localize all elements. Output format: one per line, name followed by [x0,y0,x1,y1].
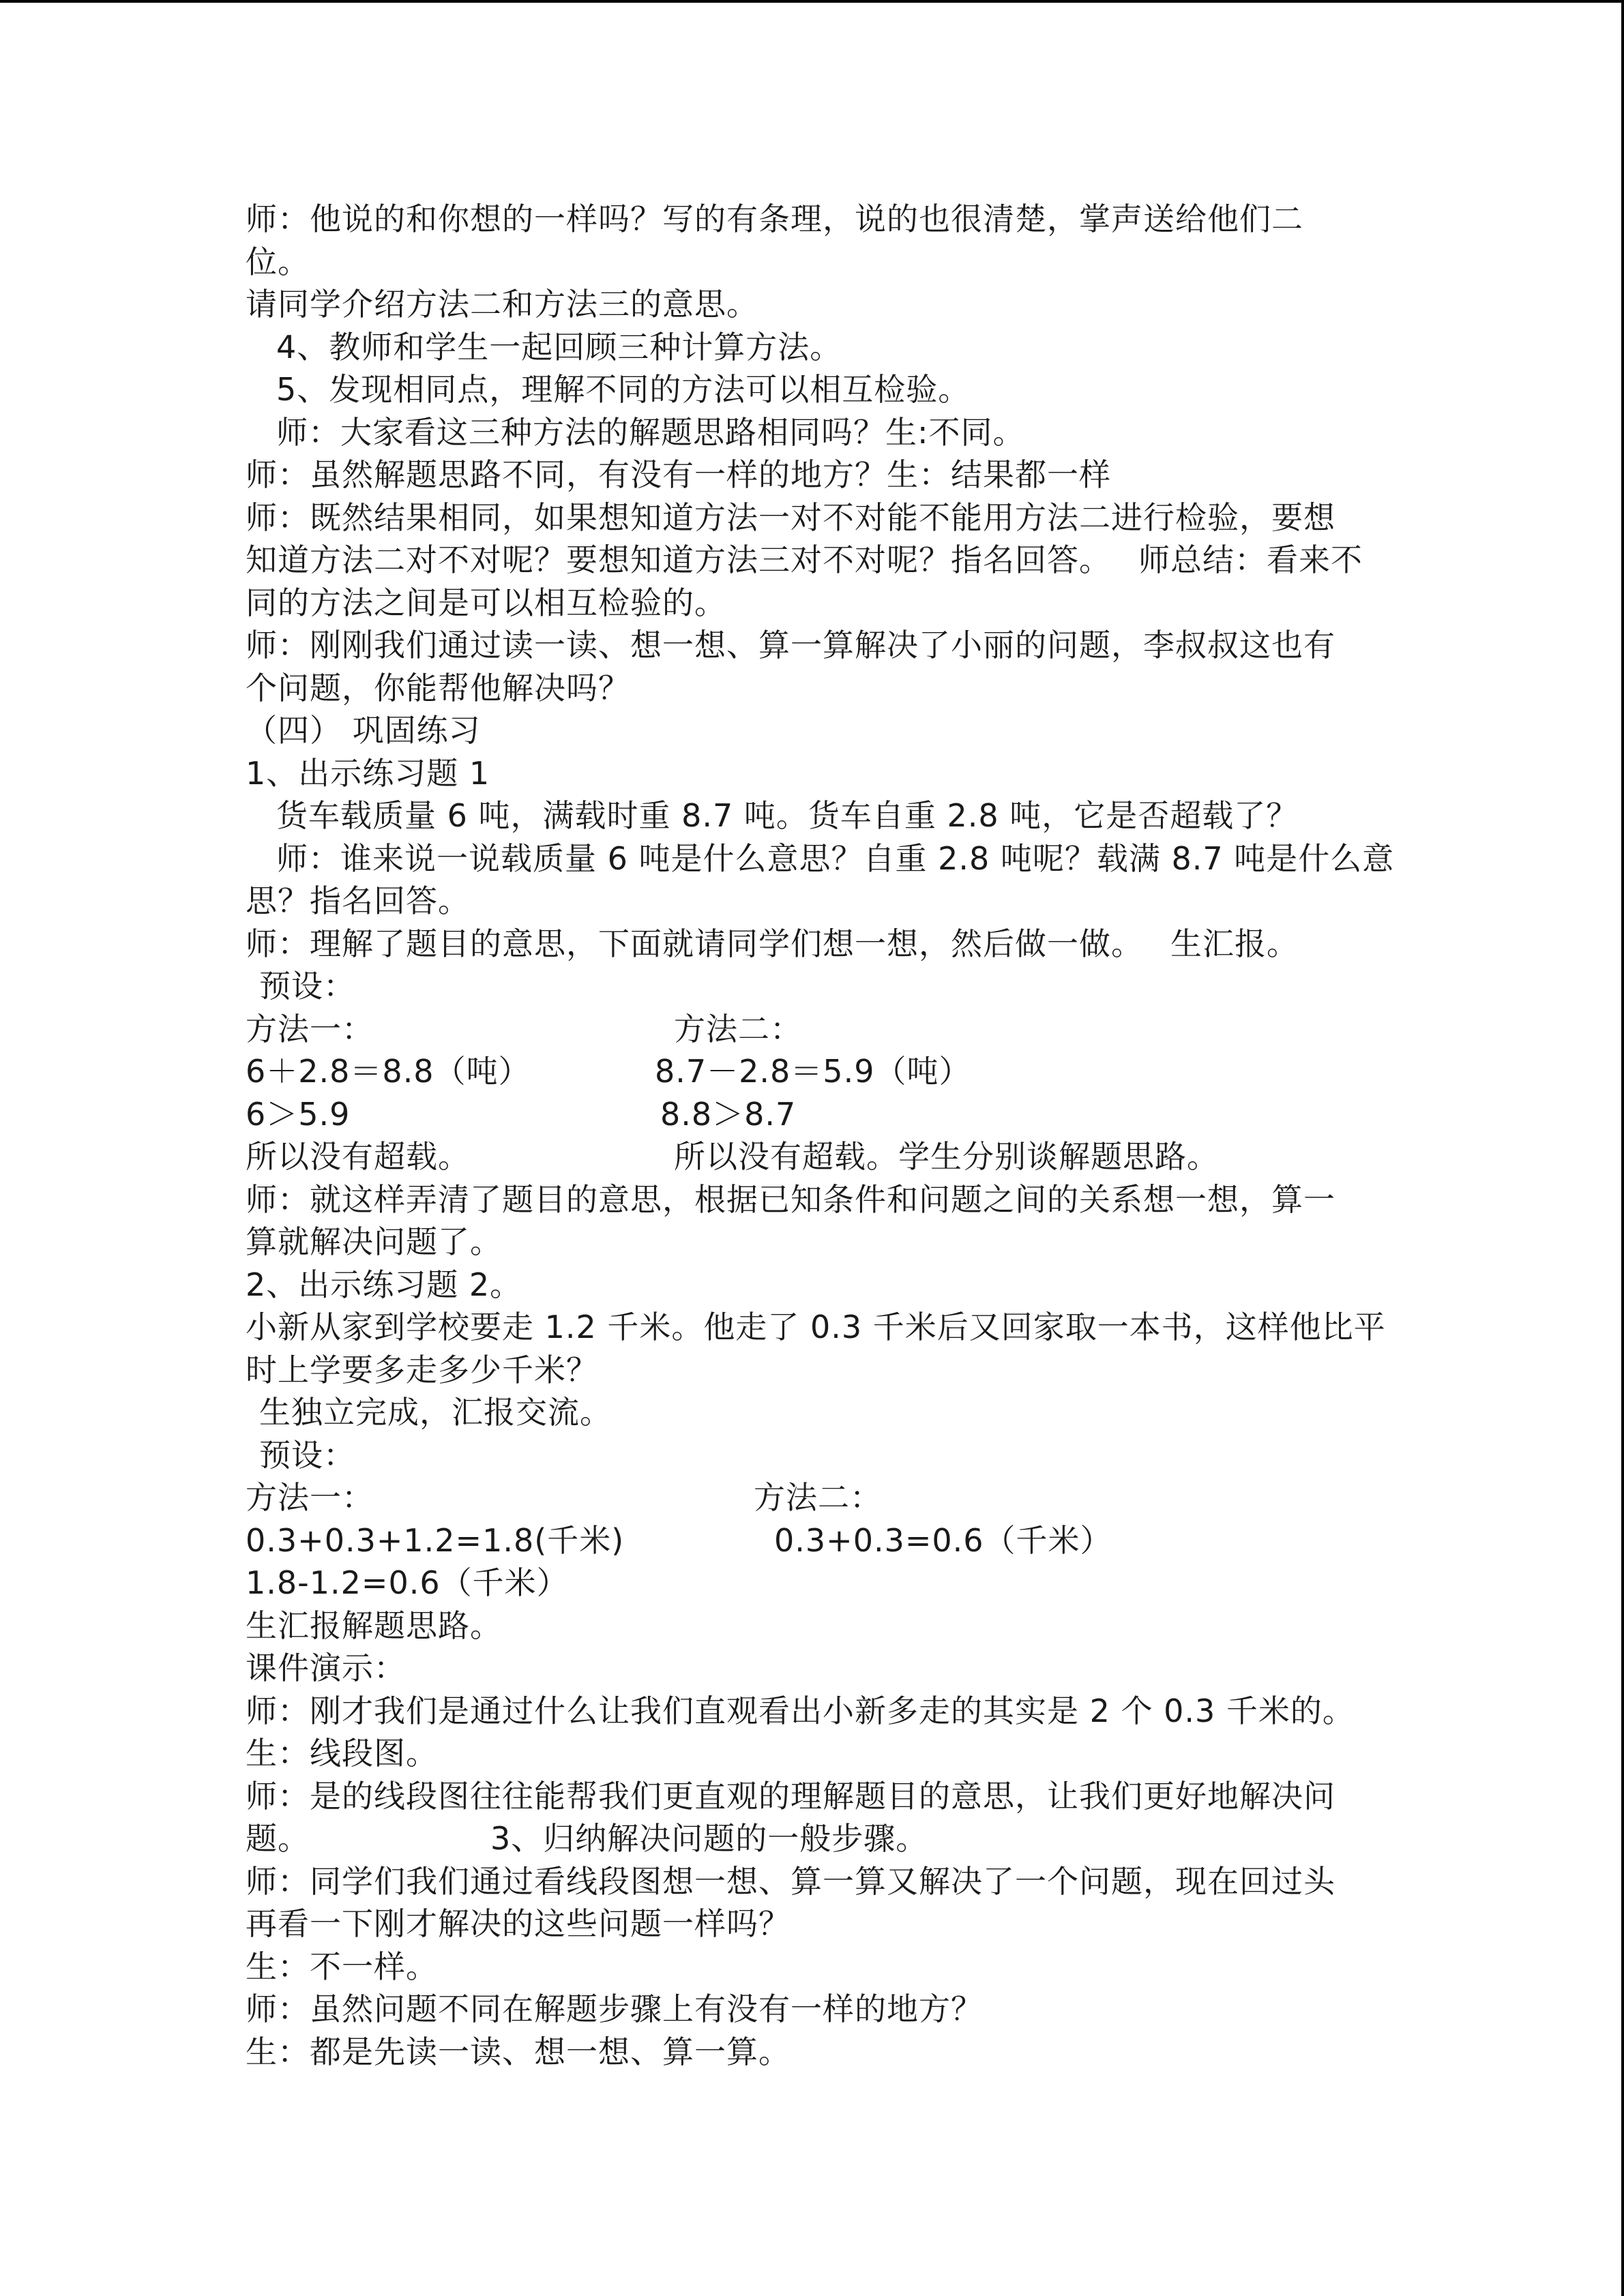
text-segment: 3、归纳解决问题的一般步骤。 [490,1820,928,1857]
text-line: 师：同学们我们通过看线段图想一想、算一算又解决了一个问题，现在回过头 [246,1862,1335,1900]
text-line: 再看一下刚才解决的这些问题一样吗？ [246,1905,791,1942]
method-two-formula: 0.3+0.3=0.6（千米） [774,1521,1112,1559]
exercise-heading: 2、出示练习题 2。 [246,1266,522,1303]
text-line: 课件演示： [246,1650,406,1686]
exercise-heading: 1、出示练习题 1 [246,754,490,792]
text-line: 师：刚才我们是通过什么让我们直观看出小新多走的其实是 2 个 0.3 千米的。 [246,1692,1355,1729]
method-one-formula: 6＋2.8＝8.8（吨） [246,1053,531,1090]
method-one-formula: 6＞5.9 [246,1095,351,1133]
text-line: 个问题，你能帮他解决吗？ [246,669,630,706]
method-one-conclusion: 所以没有超载。 [246,1138,470,1175]
text-line: 师：既然结果相同，如果想知道方法一对不对能不能用方法二进行检验，要想 [246,498,1335,536]
text-line: 师：谁来说一说载质量 6 吨是什么意思？自重 2.8 吨呢？载满 8.7 吨是什么意 [276,839,1395,877]
section-heading: （四） 巩固练习 [246,712,481,749]
text-line: 生：都是先读一读、想一想、算一算。 [246,2033,791,2070]
text-line [246,923,1391,966]
method-row [246,1562,1391,1605]
text-line: 师：是的线段图往往能帮我们更直观的理解题目的意思，让我们更好地解决问 [246,1777,1335,1815]
text-line: 位。 [246,243,310,280]
exercise-problem: 小新从家到学校要走 1.2 千米。他走了 0.3 千米后又回家取一本书，这样他比平 [246,1309,1386,1345]
method-row [246,1135,1391,1178]
method-row [246,1476,1391,1519]
method-one-title: 方法一： [246,1010,374,1047]
text-segment: 师：理解了题目的意思，下面就请同学们想一想，然后做一做。 [246,925,1143,962]
text-line: 师：虽然解题思路不同，有没有一样的地方？生：结果都一样 [246,456,1111,493]
text-line: 生独立完成，汇报交流。 [259,1394,612,1431]
text-segment: 知道方法二对不对呢？要想知道方法三对不对呢？指名回答。 [246,541,1111,578]
text-line: 生汇报解题思路。 [246,1607,502,1644]
text-line: 生：不一样。 [246,1948,438,1985]
text-line: 预设： [259,1436,355,1474]
method-one-title: 方法一： [246,1479,374,1516]
text-line: 请同学介绍方法二和方法三的意思。 [246,286,758,323]
method-two-formula: 8.7－2.8＝5.9（吨） [655,1053,971,1090]
method-row [246,1093,1391,1136]
text-line: 师：虽然问题不同在解题步骤上有没有一样的地方？ [246,1991,983,2027]
text-segment: 师总结：看来不 [1138,541,1363,578]
text-line: 算就解决问题了。 [246,1223,502,1260]
text-line: 5、发现相同点，理解不同的方法可以相互检验。 [276,371,971,408]
text-line: 4、教师和学生一起回顾三种计算方法。 [276,328,842,366]
method-row [246,1008,1391,1051]
text-segment: 生汇报。 [1170,925,1299,962]
method-two-conclusion: 所以没有超载。学生分别谈解题思路。 [674,1138,1219,1175]
text-line [246,539,1391,582]
method-two-formula: 8.8＞8.7 [660,1095,797,1133]
method-row [246,1519,1391,1562]
method-one-formula: 1.8-1.2=0.6（千米） [246,1564,569,1601]
exercise-problem: 货车载质量 6 吨，满载时重 8.7 吨。货车自重 2.8 吨，它是否超载了？ [276,797,1299,834]
method-two-title: 方法二： [674,1010,802,1047]
text-segment: 题。 [246,1820,310,1857]
method-one-formula: 0.3+0.3+1.2=1.8(千米) [246,1521,625,1559]
text-line: 师：他说的和你想的一样吗？写的有条理，说的也很清楚，掌声送给他们二 [246,200,1303,237]
method-row [246,1050,1391,1093]
text-line: 预设： [259,968,355,1004]
text-line: 生：线段图。 [246,1735,438,1772]
text-line: 师：就这样弄清了题目的意思，根据已知条件和问题之间的关系想一想，算一 [246,1180,1335,1218]
text-line [246,1817,1391,1860]
text-line: 师：刚刚我们通过读一读、想一想、算一算解决了小丽的问题，李叔叔这也有 [246,627,1335,664]
text-line: 同的方法之间是可以相互检验的。 [246,584,726,621]
method-two-title: 方法二： [754,1479,882,1516]
text-line: 师：大家看这三种方法的解题思路相同吗？生:不同。 [276,413,1025,451]
exercise-problem: 时上学要多走多少千米？ [246,1351,598,1388]
lesson-plan-body [246,198,1395,2073]
text-line: 思？指名回答。 [246,882,470,919]
